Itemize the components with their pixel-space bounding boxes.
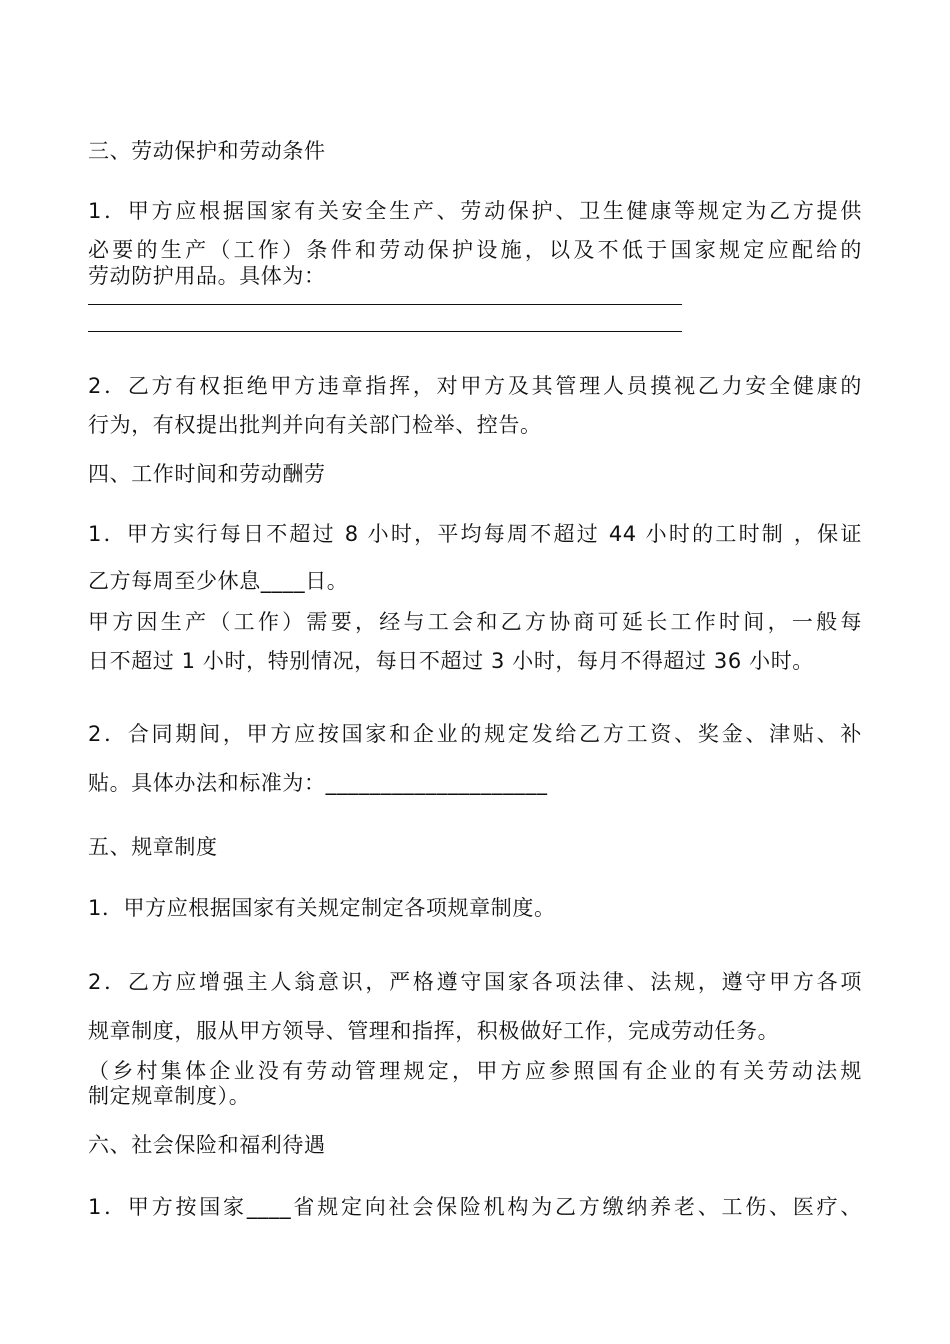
- clause-4-1-line-1: 1．甲方实行每日不超过 8 小时，平均每周不超过 44 小时的工时制 ，保证: [88, 522, 862, 546]
- blank-fill-line: [88, 331, 682, 332]
- clause-3-1-line-2: 必要的生产（工作）条件和劳动保护设施，以及不低于国家规定应配给的: [88, 238, 862, 262]
- clause-5-2-line-3: （乡村集体企业没有劳动管理规定，甲方应参照国有企业的有关劳动法规: [88, 1059, 862, 1083]
- section-heading-labor-protection: 三、劳动保护和劳动条件: [88, 139, 326, 163]
- clause-5-2-line-2: 规章制度，服从甲方领导、管理和指挥，积极做好工作，完成劳动任务。: [88, 1019, 780, 1043]
- clause-3-1-line-1: 1．甲方应根据国家有关安全生产、劳动保护、卫生健康等规定为乙方提供: [88, 199, 862, 223]
- clause-3-2-line-2: 行为，有权提出批判并向有关部门检举、控告。: [88, 413, 542, 437]
- clause-4-2-line-1: 2．合同期间，甲方应按国家和企业的规定发给乙方工资、奖金、津贴、补: [88, 722, 862, 746]
- clause-5-2-line-1: 2．乙方应增强主人翁意识，严格遵守国家各项法律、法规，遵守甲方各项: [88, 970, 862, 994]
- clause-3-2-line-1: 2．乙方有权拒绝甲方违章指挥，对甲方及其管理人员摸视乙力安全健康的: [88, 374, 862, 398]
- section-heading-social-insurance: 六、社会保险和福利待遇: [88, 1133, 326, 1157]
- clause-4-1-line-2: 乙方每周至少休息____日。: [88, 569, 349, 593]
- clause-4-1-line-3: 甲方因生产（工作）需要，经与工会和乙方协商可延长工作时间，一般每: [88, 610, 862, 634]
- clause-4-2-line-2: 贴。具体办法和标准为：____________________: [88, 771, 548, 795]
- clause-3-1-line-3: 劳动防护用品。具体为：: [88, 264, 326, 288]
- section-heading-working-hours: 四、工作时间和劳动酬劳: [88, 462, 326, 486]
- blank-fill-line: [88, 304, 682, 305]
- clause-5-2-line-4: 制定规章制度）。: [88, 1084, 251, 1108]
- section-heading-rules: 五、规章制度: [88, 835, 218, 859]
- clause-4-1-line-4: 日不超过 1 小时，特别情况，每日不超过 3 小时，每月不得超过 36 小时。: [88, 649, 814, 673]
- clause-5-1-line-1: 1．甲方应根据国家有关规定制定各项规章制度。: [88, 896, 556, 920]
- clause-6-1-line-1: 1．甲方按国家____省规定向社会保险机构为乙方缴纳养老、工伤、医疗、: [88, 1195, 862, 1219]
